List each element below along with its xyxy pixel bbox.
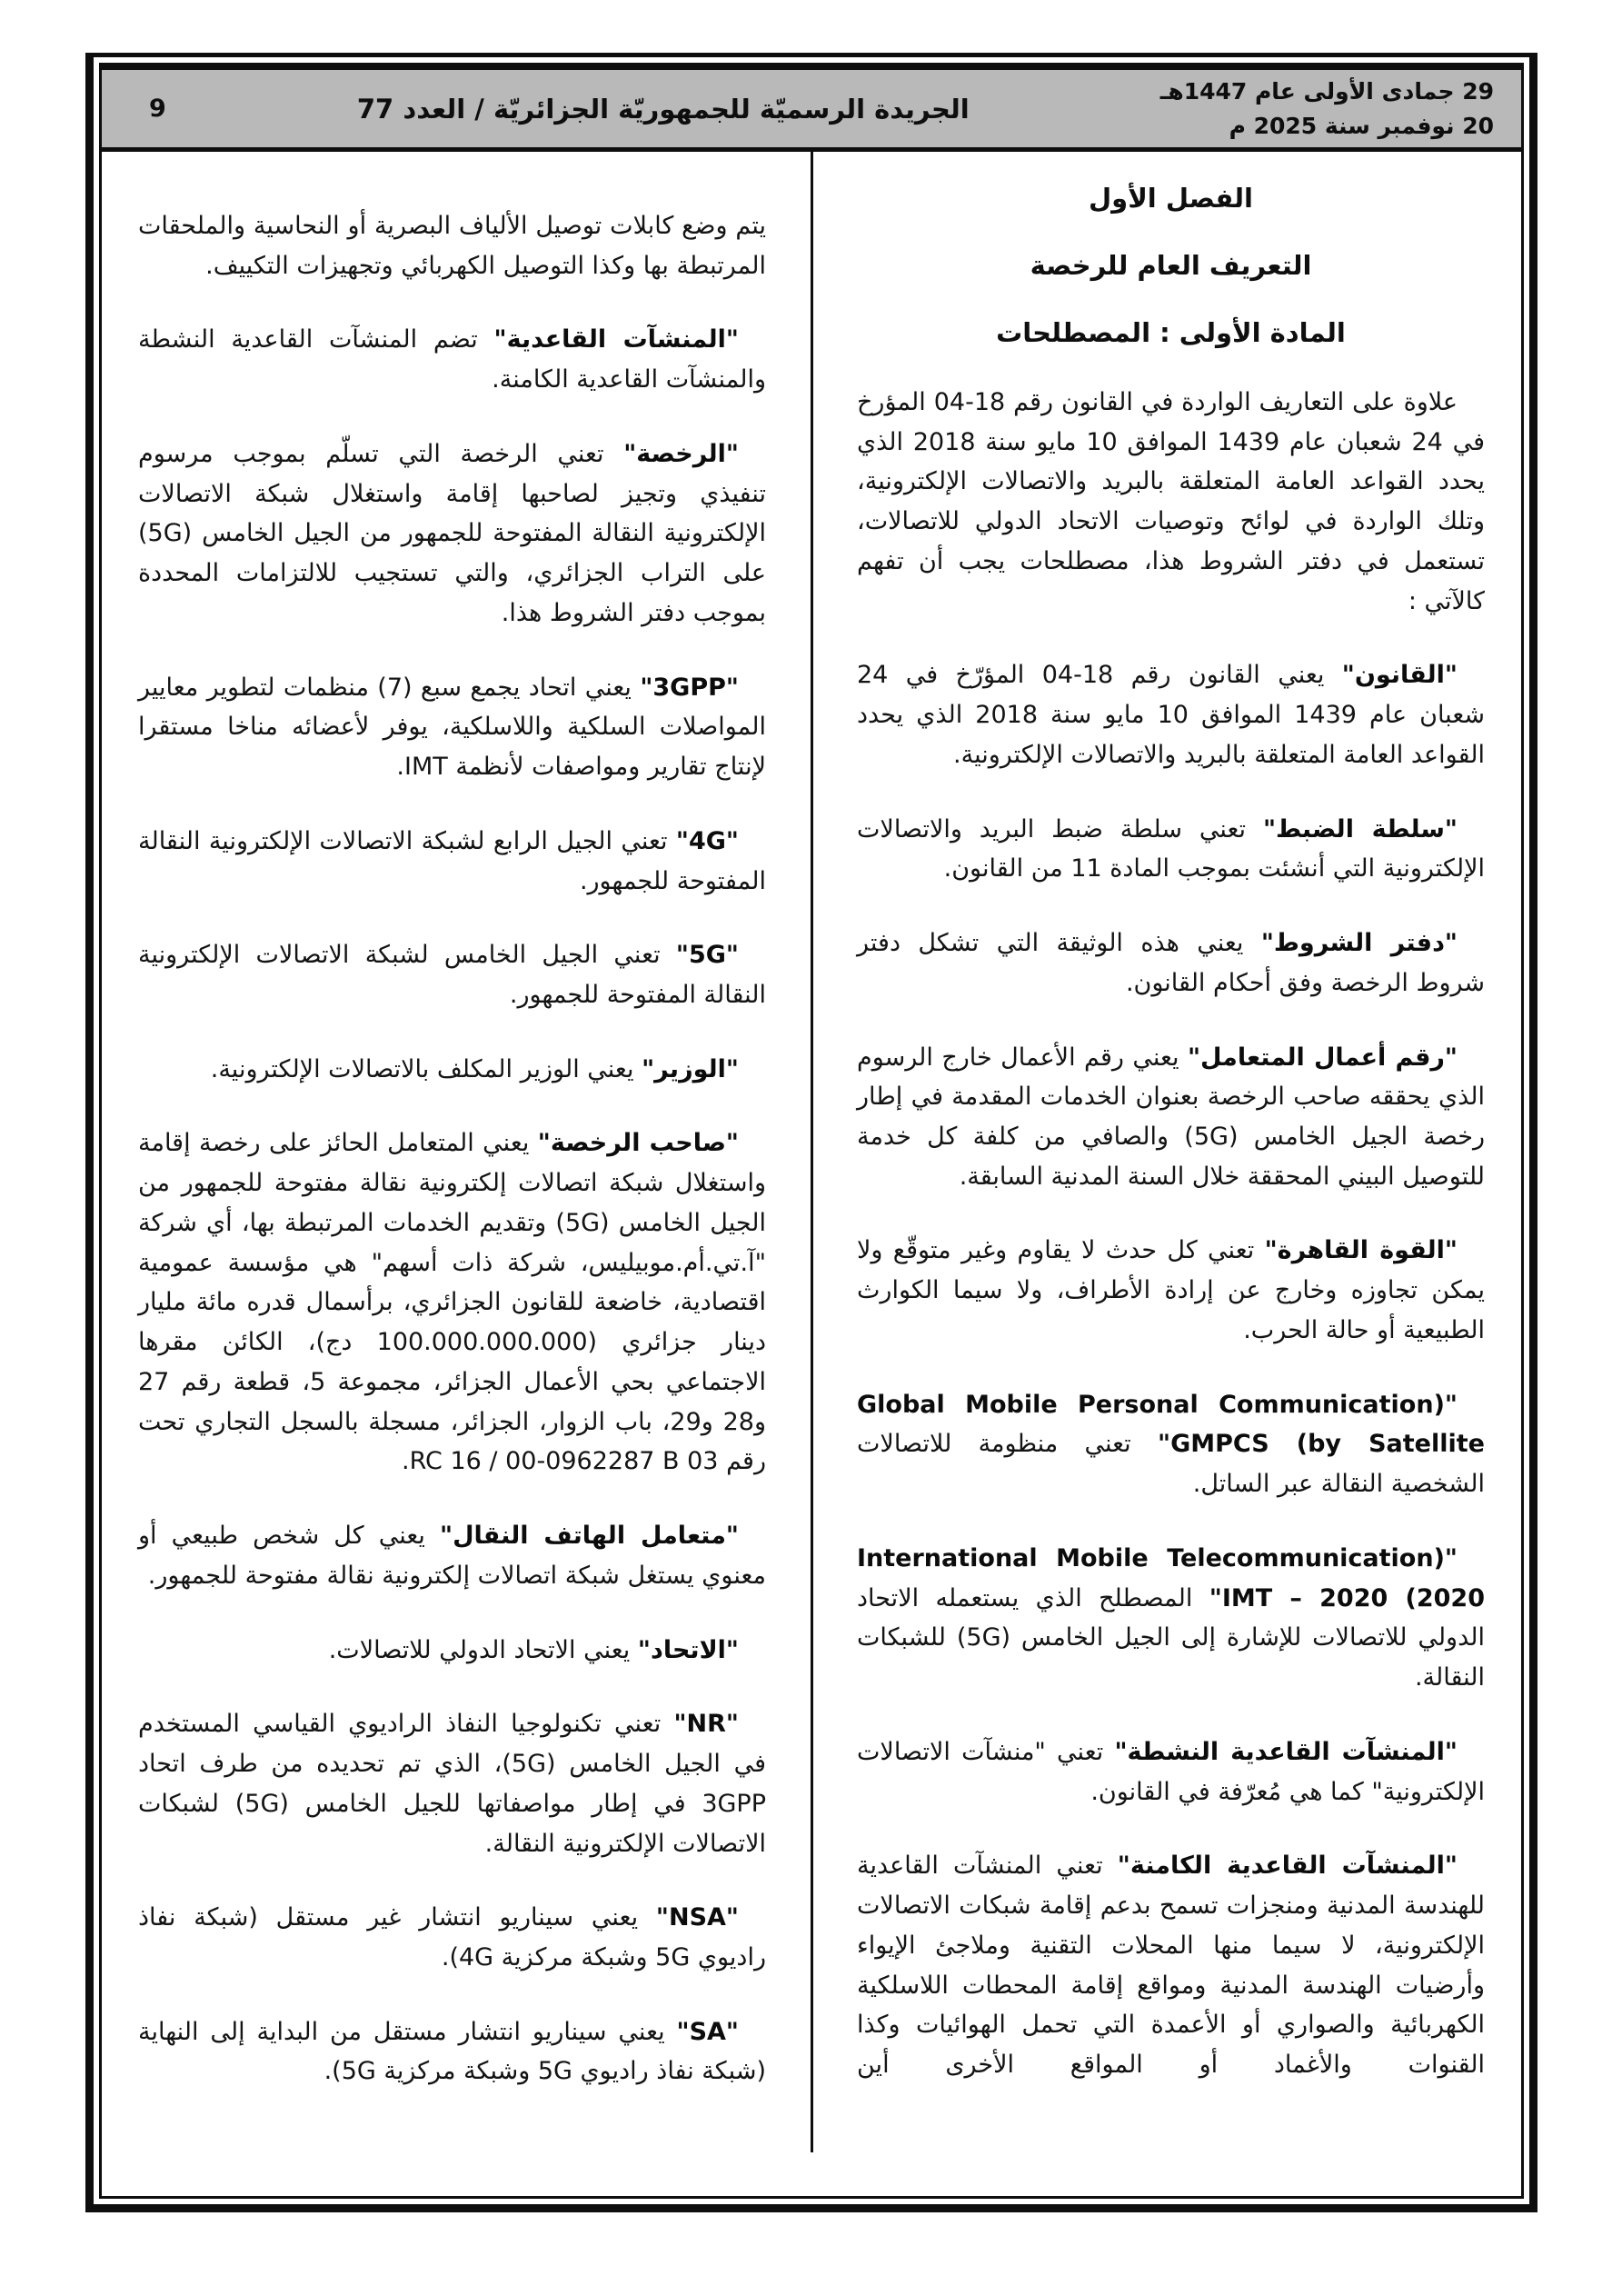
definition-paragraph: يتم وضع كابلات توصيل الألياف البصرية أو النحاسية والملحقات المرتبطة بها وكذا التوصيل الكهربائي وتجهيزات التكييف. bbox=[138, 212, 766, 280]
defined-term: "المنشآت القاعدية" bbox=[493, 325, 739, 354]
definition-paragraph: "المنشآت القاعدية النشطة" تعني "منشآت الاتصالات الإلكترونية" كما هي مُعرّفة في القانون. bbox=[857, 1737, 1485, 1806]
defined-term: "دفتر الشروط" bbox=[1260, 929, 1458, 958]
definition-paragraph: "3GPP" يعني اتحاد يجمع سبع (7) منظمات لتطوير معايير المواصلات السلكية واللاسلكية، يوفر لأعضائه مناخا مستقرا لإنتاج تقارير ومواصفات لأنظمة IMT. bbox=[138, 673, 766, 782]
definition-paragraph: "المنشآت القاعدية الكامنة" تعني المنشآت القاعدية للهندسة المدنية ومنجزات تسمح بدعم إقامة شبكات الاتصالات الإلكترونية، لا سيما منها المحلات التقنية وملاجئ الإيواء وأرضيات الهندسة المدنية ومواقع إقامة المحطات اللاسلكية الكهربائية والصواري أو الأعمدة التي تحمل الهوائيات وكذا القنوات والأغماد أو المواقع الأخرى أين bbox=[857, 1852, 1485, 2079]
definition-paragraph: علاوة على التعاريف الواردة في القانون رقم 18-04 المؤرخ في 24 شعبان عام 1439 الموافق 10 مايو سنة 2018 الذي يحدد القواعد العامة المتعلقة بالبريد والاتصالات الإلكترونية، وتلك الواردة في لوائح وتوصيات الاتحاد الدولي للاتصالات، تستعمل في دفتر الشروط هذا، مصطلحات يجب أن تفهم كالآتي : bbox=[857, 388, 1485, 615]
defined-term: "4G" bbox=[675, 826, 739, 855]
definition-paragraph: "دفتر الشروط" يعني هذه الوثيقة التي تشكل دفتر شروط الرخصة وفق أحكام القانون. bbox=[857, 929, 1485, 997]
definition-paragraph: "NSA" يعني سيناريو انتشار غير مستقل (شبكة نفاذ راديوي 5G وشبكة مركزية 4G). bbox=[138, 1903, 766, 1972]
definition-paragraph: "NR" تعني تكنولوجيا النفاذ الراديوي القياسي المستخدم في الجيل الخامس (5G)، الذي تم تحديده من طرف اتحاد 3GPP في إطار مواصفاتها للجيل الخامس (5G) لشبكات الاتصالات الإلكترونية النقالة. bbox=[138, 1710, 767, 1858]
defined-term: "5G" bbox=[675, 941, 739, 970]
definition-paragraph: "القوة القاهرة" تعني كل حدث لا يقاوم وغير متوقّع ولا يمكن تجاوزه وخارج عن إرادة الأطراف، ولا سيما الكوارث الطبيعية أو حالة الحرب. bbox=[857, 1236, 1485, 1344]
definition-paragraph: "5G" تعني الجيل الخامس لشبكة الاتصالات الإلكترونية النقالة المفتوحة للجمهور. bbox=[138, 941, 766, 1010]
masthead-dates bbox=[1160, 75, 1494, 143]
defined-term: "المنشآت القاعدية النشطة" bbox=[1114, 1737, 1458, 1766]
right-paragraphs bbox=[857, 383, 1485, 2085]
defined-term: "سلطة الضبط" bbox=[1262, 814, 1458, 844]
article-heading: المادة الأولى : المصطلحات bbox=[996, 317, 1346, 348]
column-right bbox=[811, 152, 1521, 2196]
defined-term: "3GPP" bbox=[640, 673, 739, 702]
definition-paragraph: "4G" تعني الجيل الرابع لشبكة الاتصالات الإلكترونية النقالة المفتوحة للجمهور. bbox=[138, 826, 766, 895]
definition-paragraph: "SA" يعني سيناريو انتشار مستقل من البداية إلى النهاية (شبكة نفاذ راديوي 5G وشبكة مركزية 5G). bbox=[138, 2017, 766, 2086]
masthead bbox=[102, 70, 1521, 152]
defined-term: "(Global Mobile Personal Communication by Satellite) GMPCS" bbox=[857, 1390, 1485, 1459]
defined-term: "(International Mobile Telecommunication 2020) IMT – 2020" bbox=[857, 1543, 1485, 1612]
defined-term: "SA" bbox=[676, 2017, 739, 2046]
chapter-heading: الفصل الأول bbox=[1089, 183, 1253, 214]
gregorian-date: 20 نوفمبر سنة 2025 م bbox=[1229, 112, 1494, 139]
defined-term: "القوة القاهرة" bbox=[1264, 1236, 1458, 1265]
column-left bbox=[102, 152, 811, 2196]
defined-term: "NR" bbox=[673, 1710, 739, 1739]
definition-paragraph: "الرخصة" تعني الرخصة التي تسلّم بموجب مرسوم تنفيذي وتجيز لصاحبها إقامة واستغلال شبكة الاتصالات الإلكترونية النقالة المفتوحة للجمهور من الجيل الخامس (5G) على التراب الجزائري، والتي تستجيب للالتزامات المحددة بموجب دفتر الشروط هذا. bbox=[138, 439, 766, 627]
hijri-date: 29 جمادى الأولى عام 1447هـ bbox=[1159, 78, 1494, 105]
page-frame bbox=[85, 53, 1537, 2212]
column-divider bbox=[811, 152, 813, 2152]
definition-paragraph: "سلطة الضبط" تعني سلطة ضبط البريد والاتصالات الإلكترونية التي أنشئت بموجب المادة 11 من القانون. bbox=[857, 814, 1485, 883]
definition-paragraph: "القانون" يعني القانون رقم 18-04 المؤرّخ في 24 شعبان عام 1439 الموافق 10 مايو سنة 2018 الذي يحدد القواعد العامة المتعلقة بالبريد والاتصالات الإلكترونية. bbox=[857, 661, 1485, 769]
defined-term: "المنشآت القاعدية الكامنة" bbox=[1117, 1852, 1458, 1881]
defined-term: "رقم أعمال المتعامل" bbox=[1187, 1043, 1458, 1072]
page-frame-inner bbox=[99, 63, 1524, 2199]
journal-title: الجريدة الرسميّة للجمهوريّة الجزائريّة / العدد 77 bbox=[356, 93, 970, 125]
defined-term: "الرخصة" bbox=[623, 439, 739, 468]
definition-paragraph: "متعامل الهاتف النقال" يعني كل شخص طبيعي أو معنوي يستغل شبكة اتصالات إلكترونية نقالة مفتوحة للجمهور. bbox=[138, 1522, 766, 1590]
page-body bbox=[102, 152, 1521, 2196]
page-number: 9 bbox=[149, 95, 166, 123]
defined-term: "القانون" bbox=[1341, 661, 1458, 690]
defined-term: "صاحب الرخصة" bbox=[537, 1129, 739, 1158]
left-paragraphs bbox=[138, 206, 766, 2091]
definition-paragraph: "صاحب الرخصة" يعني المتعامل الحائز على رخصة إقامة واستغلال شبكة اتصالات إلكترونية نقالة مفتوحة للجمهور من الجيل الخامس (5G) وتقديم الخدمات المرتبطة بها، أي شركة "آ.تي.أم.موبيليس، شركة ذات أسهم" هي مؤسسة عمومية اقتصادية، خاضعة للقانون الجزائري، برأسمال قدره مائة مليار دينار جزائري (100.000.000.000 دج)، الكائن مقرها الاجتماعي بحي الأعمال الجزائر، مجموعة 5، قطعة رقم 27 و28 و29، باب الزوار، الجزائر، مسجلة بالسجل التجاري تحت رقم RC 16 / 00-0962287 B 03. bbox=[138, 1129, 766, 1476]
defined-term: "الاتحاد" bbox=[637, 1635, 739, 1664]
defined-term: "NSA" bbox=[655, 1903, 739, 1932]
definition-paragraph: "رقم أعمال المتعامل" يعني رقم الأعمال خارج الرسوم الذي يحققه صاحب الرخصة بعنوان الخدمات المقدمة في إطار رخصة الجيل الخامس (5G) والصافي من كلفة كل خدمة للتوصيل البيني المحققة خلال السنة المدنية السابقة. bbox=[857, 1043, 1486, 1191]
defined-term: "الوزير" bbox=[642, 1054, 739, 1083]
section-heading: التعريف العام للرخصة bbox=[1030, 250, 1312, 281]
definition-paragraph: "(Global Mobile Personal Communication by Satellite) GMPCS" تعني منظومة للاتصالات الشخصية النقالة عبر الساتل. bbox=[857, 1390, 1485, 1499]
definition-paragraph: "الاتحاد" يعني الاتحاد الدولي للاتصالات. bbox=[328, 1635, 739, 1664]
definition-paragraph: "(International Mobile Telecommunication 2020) IMT – 2020" المصطلح الذي يستعمله الاتحاد الدولي للاتصالات للإشارة إلى الجيل الخامس (5G) للشبكات النقالة. bbox=[857, 1543, 1485, 1692]
definition-paragraph: "الوزير" يعني الوزير المكلف بالاتصالات الإلكترونية. bbox=[210, 1054, 739, 1083]
defined-term: "متعامل الهاتف النقال" bbox=[440, 1522, 739, 1551]
definition-paragraph: "المنشآت القاعدية" تضم المنشآت القاعدية النشطة والمنشآت القاعدية الكامنة. bbox=[138, 325, 766, 394]
